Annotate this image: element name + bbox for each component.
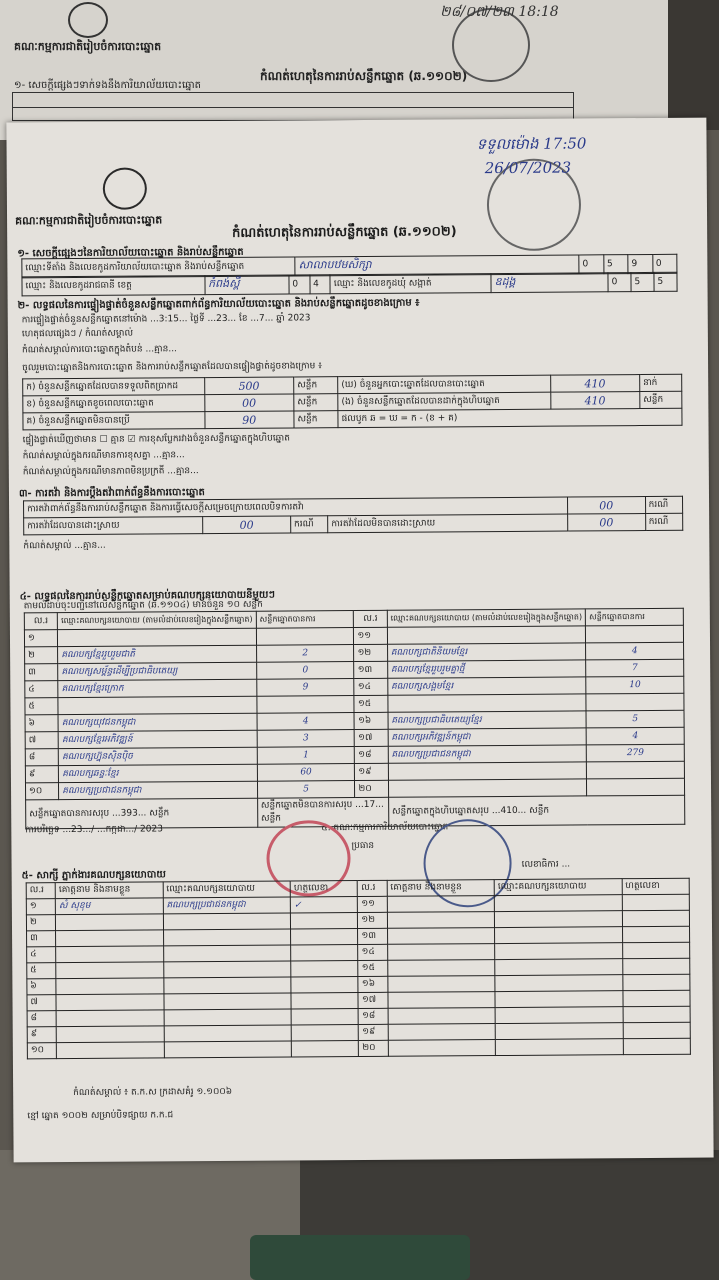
s3-unit: ករណី — [290, 516, 328, 533]
w-col: ល.រ — [26, 883, 55, 899]
w-name: សំ សុខុម — [55, 898, 163, 915]
row2-value: កំពង់ស្ពឺ — [205, 275, 289, 295]
s2-label: ខ) ចំនួនសន្លឹកឆ្នោតខូចពេលបោះឆ្នោត — [23, 395, 205, 413]
received-time: ទទួលម៉ោង 17:50 — [476, 134, 587, 154]
code-cell: 5 — [603, 255, 628, 274]
row-no: ២ — [25, 647, 58, 664]
row-no: ១៤ — [354, 678, 387, 695]
s3-value: 00 — [203, 516, 291, 534]
footer-bottom: ខ្មៅ ឆ្នោត ១០០២ សម្រាប់បិទផ្សាយ ក.ក.ជ — [27, 1110, 174, 1122]
col-party: ឈ្មោះគណបក្សនយោបាយ (តាមលំដាប់លេខរៀងក្នុងសន្លឹកឆ្នោត) — [387, 609, 586, 627]
signer-label: ៤. គណៈកម្មការការិយាល័យបោះឆ្នោត — [321, 822, 449, 834]
row-no: ២០ — [355, 780, 388, 797]
s3-label2: ការតវ៉ាដែលមិនបានដោះស្រាយ — [328, 514, 568, 533]
witness-table — [26, 878, 691, 1060]
s3-value2: 00 — [567, 514, 645, 532]
section2-line7: កំណត់សម្គាល់ក្នុងករណីមានភាពមិនប្រក្រតី ...គ្មាន... — [22, 466, 199, 478]
party-name: គណបក្សខ្មែរអភិវឌ្ឍន៍ — [58, 730, 257, 748]
w-col: ហត្ថលេខា — [622, 878, 689, 894]
row-no: ១៣ — [354, 661, 387, 678]
row-no: ៥ — [25, 698, 58, 715]
back-handwritten: ២៨/០៧/២៣ 18:18 — [440, 4, 559, 20]
party-name: គណបក្សយុវជនកម្ពុជា — [58, 713, 257, 731]
row1-value: សាលាបឋមសិក្សា — [295, 255, 579, 276]
total-valid: សន្លឹកឆ្នោតបានការសរុប ...393... សន្លឹក — [26, 798, 258, 829]
s2-value: 00 — [204, 394, 293, 412]
w-no: ៥ — [27, 963, 56, 979]
w-col: ហត្ថលេខា — [290, 881, 357, 897]
party-votes — [256, 628, 354, 646]
s2-label2: (ង) ចំនួនសន្លឹកឆ្នោតដែលបានដាក់ក្នុងហិបឆ្នោត — [338, 392, 551, 410]
w-no: ៦ — [27, 979, 56, 995]
received-date: 26/07/2023 — [484, 158, 572, 178]
party-votes: 0 — [256, 662, 354, 680]
party-name: គណបក្សអភិវឌ្ឍន៍កម្ពុជា — [388, 728, 587, 746]
party-votes — [587, 778, 685, 796]
code-cell: 0 — [608, 273, 631, 292]
code-cell: 5 — [654, 272, 677, 291]
emblem-icon — [103, 167, 147, 209]
date-line: ការបរិច្ឆេទ ...23.../ ...កក្កដា.../ 2023 — [25, 824, 163, 836]
code-cell: 5 — [631, 272, 654, 291]
w-no: ១០ — [27, 1043, 56, 1059]
party-name — [388, 779, 587, 797]
form-title: កំណត់ហេតុនៃការរាប់សន្លឹកឆ្នោត (ឆ.១១០២) — [232, 224, 457, 241]
party-name: គណបក្សប្រជាធិបតេយ្យខ្មែរ — [388, 711, 587, 729]
s3-label: ការតវ៉ាដែលបានដោះស្រាយ — [24, 517, 203, 535]
col-party: ឈ្មោះគណបក្សនយោបាយ (តាមលំដាប់លេខរៀងក្នុងសន្លឹកឆ្នោត) — [58, 611, 257, 629]
total-invalid: សន្លឹកឆ្នោតមិនបានការសរុប ...17... សន្លឹក — [257, 797, 388, 827]
code-cell: 4 — [310, 275, 331, 294]
section1-heading: ១- សេចក្តីផ្សេងៗនៃការិយាល័យបោះឆ្នោត និងរាប់សន្លឹកឆ្នោត — [17, 246, 244, 260]
row-no: ១ — [24, 630, 57, 647]
code-cell: 0 — [289, 275, 310, 294]
party-name: គណបក្សសម្ព័ន្ធដើម្បីប្រជាធិបតេយ្យ — [58, 662, 257, 680]
code-cell: 0 — [652, 254, 677, 273]
party-votes: 1 — [257, 747, 355, 765]
row2-label: ឈ្មោះ និងលេខកូដរាជធានី ខេត្ត — [22, 276, 205, 296]
party-name — [387, 626, 586, 644]
section2-table — [22, 374, 682, 431]
s2-unit2: នាក់ — [640, 374, 682, 391]
party-name — [388, 762, 587, 780]
row-no: ៣ — [25, 664, 58, 681]
emblem-icon — [68, 2, 108, 38]
section4-subheading: តាមលំដាប់ចុះបញ្ជីនៅលើសន្លឹកឆ្នោត (ឆ.១១០៤) មានចំនួន ១០ សន្លឹក — [23, 599, 263, 612]
w-col: ល.រ — [358, 880, 387, 896]
party-name: គណបក្សសង្គមខ្មែរ — [388, 677, 587, 695]
section3-table — [23, 496, 683, 536]
w-no: ៨ — [27, 1011, 56, 1027]
section3-heading: ៣- ការតវ៉ា និងការប្តឹងតវ៉ាពាក់ព័ន្ធនឹងការបោះឆ្នោត — [18, 487, 205, 500]
w-no: ១៩ — [359, 1024, 388, 1040]
s2-formula: ផលបូក ឆ = ឃ = ក - (ខ + គ) — [338, 408, 682, 427]
row-no: ១៩ — [355, 763, 388, 780]
org-name: គណៈកម្មការជាតិរៀបចំការបោះឆ្នោត — [15, 213, 163, 228]
row2-label2: ឈ្មោះ និងលេខកូដឃុំ សង្កាត់ — [330, 274, 491, 294]
s2-unit: សន្លឹក — [294, 411, 338, 428]
s2-unit: សន្លឹក — [294, 394, 338, 411]
w-no: ១២ — [358, 912, 387, 928]
footer-note: កំណត់សម្គាល់ ៖ ត.ក.ស ក្រដាសគំរូ ១.១០០៦ — [73, 1086, 233, 1099]
party-name: គណបក្សប្រជាជនកម្ពុជា — [59, 781, 258, 799]
party-name — [388, 694, 587, 712]
section5-heading: ៥- សាក្សី ភ្នាក់ងារគណបក្សនយោបាយ — [21, 869, 166, 882]
w-no: ១៥ — [358, 960, 387, 976]
row-no: ៨ — [25, 749, 58, 766]
section2-line6: កំណត់សម្គាល់ក្នុងករណីមានការខុសគ្នា ...គ្មាន... — [22, 450, 185, 462]
w-no: ៣ — [27, 931, 56, 947]
table-row — [27, 1038, 690, 1059]
party-votes: 2 — [256, 645, 354, 663]
w-no: ១៨ — [359, 1008, 388, 1024]
back-org: គណៈកម្មការជាតិរៀបចំការបោះឆ្នោត — [14, 40, 162, 53]
w-no: ២០ — [359, 1040, 388, 1056]
w-no: ១៦ — [358, 976, 387, 992]
party-votes — [586, 693, 684, 711]
section2-line4: ចូលរួមបោះឆ្នោតនិងការបោះឆ្នោត និងការរាប់សន្លឹកឆ្នោតដែលបានផ្ទៀងផ្ទាត់ដូចខាងក្រោម ៖ — [22, 361, 323, 374]
back-section: ១- សេចក្តីផ្សេងៗទាក់ទងនឹងការិយាល័យបោះឆ្នោត — [14, 80, 202, 91]
row2-value2: ឧដុង្គ — [491, 273, 608, 293]
w-no: ៧ — [27, 995, 56, 1011]
party-votes: 279 — [586, 744, 684, 762]
row-no: ១១ — [354, 627, 387, 644]
party-name: គណបក្សហ្វ៊ុនស៊ិនប៉ិច — [59, 747, 258, 765]
w-no: ១១ — [358, 896, 387, 912]
row-no: ១៨ — [355, 746, 388, 763]
party-votes: 5 — [586, 710, 684, 728]
row-no: ៦ — [25, 715, 58, 732]
party-votes: 60 — [257, 764, 355, 782]
col-no: ល.រ — [354, 610, 387, 627]
w-col: ឈ្មោះគណបក្សនយោបាយ — [163, 881, 291, 898]
party-name: គណបក្សខ្មែរក្រោក — [58, 679, 257, 697]
section2-line2: ហេតុផលផ្សេងៗ / កំណត់សម្គាល់ — [21, 328, 134, 340]
col-no: ល.រ — [24, 613, 57, 630]
w-sig: ✓ — [290, 897, 357, 913]
row-no: ៤ — [25, 681, 58, 698]
party-votes — [587, 761, 685, 779]
party-votes: 10 — [586, 676, 684, 694]
s2-value2: 410 — [550, 375, 639, 393]
code-cell: 9 — [628, 254, 653, 273]
party-votes: 4 — [586, 727, 684, 745]
section3-note: កំណត់សម្គាល់ ...គ្មាន... — [23, 540, 106, 552]
party-votes: 4 — [586, 642, 684, 660]
party-name: គណបក្សជាតិនិយមខ្មែរ — [387, 643, 586, 661]
form-sheet — [6, 118, 713, 1163]
party-name: គណបក្សប្រជាជនកម្ពុជា — [388, 745, 587, 763]
row-no: ១០ — [25, 783, 58, 800]
section2-line1: ការផ្ទៀងផ្ទាត់ចំនួនសន្លឹកឆ្នោតនៅម៉ោង ...3:15... ថ្ងៃទី ...23... ខែ ...7... ឆ្នាំ 2023 — [21, 313, 311, 326]
s2-label: ក) ចំនួនសន្លឹកឆ្នោតដែលបានទទួលពិតប្រាកដ — [23, 378, 205, 396]
row-no: ៧ — [25, 732, 58, 749]
party-name — [58, 696, 257, 714]
party-name: គណបក្សខ្មែររួបរួមជាតិ — [58, 645, 257, 663]
w-no: ១ — [26, 899, 55, 915]
s3-label: ការតវ៉ាពាក់ព័ន្ធនឹងការរាប់សន្លឹកឆ្នោត និងការធ្វើសេចក្តីសម្រេចក្រោយពេលបិទការតវ៉ា — [24, 497, 568, 518]
row-no: ១៥ — [354, 695, 387, 712]
party-votes — [257, 696, 355, 714]
s2-value2: 410 — [550, 392, 639, 410]
section2-line5: ផ្ទៀងផ្ទាត់ឃើញថាមាន ☐ គ្មាន ☑ ការខុសប្លែករវាងចំនួនសន្លឹកឆ្នោតក្នុងហិបឆ្នោត — [22, 433, 290, 446]
s2-label: គ) ចំនួនសន្លឹកឆ្នោតមិនបានប្រើ — [23, 412, 205, 430]
party-votes: 9 — [257, 679, 355, 697]
s2-unit: សន្លឹក — [294, 377, 338, 394]
row-no: ៩ — [25, 766, 58, 783]
section4-heading: ៤- លទ្ធផលនៃការរាប់សន្លឹកឆ្នោតសម្រាប់គណបក្សនយោបាយនីមួយៗ — [19, 589, 276, 603]
party-votes: 5 — [257, 781, 355, 799]
party-votes: 7 — [586, 659, 684, 677]
results-table — [24, 608, 685, 830]
party-name: គណបក្សឆន្ទៈខ្មែរ — [59, 764, 258, 782]
party-votes: 3 — [257, 730, 355, 748]
s2-unit2: សន្លឹក — [640, 391, 682, 408]
col-votes: សន្លឹកឆ្នោតបានការ — [256, 611, 354, 629]
s3-value: 00 — [567, 497, 645, 515]
w-no: ១៧ — [358, 992, 387, 1008]
secretary-label: លេខាធិការ ... — [521, 859, 571, 870]
section2-heading: ២- លទ្ធផលនៃការផ្ទៀងផ្ទាត់ចំនួនសន្លឹកឆ្នោតពាក់ព័ន្ធការិយាល័យបោះឆ្នោត និងរាប់សន្លឹកឆ្នោតដូចខាងក្រោម ៖ — [17, 297, 420, 312]
row-no: ១២ — [354, 644, 387, 661]
party-votes — [586, 625, 684, 643]
total-box: សន្លឹកឆ្នោតក្នុងហិបឆ្នោតសរុប ...410... សន្លឹក — [388, 795, 684, 826]
s2-value: 90 — [205, 411, 294, 429]
s3-unit2: ករណី — [645, 513, 683, 530]
party-name: គណបក្សខ្មែររួបរួមគ្នាថ្មី — [387, 660, 586, 678]
w-no: ១៤ — [358, 944, 387, 960]
row-no: ១៧ — [355, 729, 388, 746]
row1-label: ឈ្មោះទីតាំង និងលេខកូដការិយាល័យបោះឆ្នោត និងរាប់សន្លឹកឆ្នោត — [22, 257, 295, 278]
w-no: ១៣ — [358, 928, 387, 944]
s2-label2: (ឃ) ចំនួនអ្នកបោះឆ្នោតដែលបានបោះឆ្នោត — [338, 375, 551, 393]
party-name — [58, 628, 257, 646]
w-party: គណបក្សប្រជាជនកម្ពុជា — [163, 897, 291, 914]
back-title: កំណត់ហេតុនៃការរាប់សន្លឹកឆ្នោត (ឆ.១១០២) — [260, 69, 468, 83]
w-col: គោត្តនាម និងនាមខ្លួន — [387, 880, 495, 897]
w-no: ៩ — [27, 1027, 56, 1043]
col-votes: សន្លឹកឆ្នោតបានការ — [586, 608, 684, 626]
code-cell: 0 — [579, 255, 604, 274]
w-no: ២ — [26, 915, 55, 931]
background-object — [250, 1235, 470, 1280]
row-no: ១៦ — [354, 712, 387, 729]
section2-line3: កំណត់សម្គាល់ការបោះឆ្នោតក្នុងតំបន់ ...គ្មាន... — [21, 344, 177, 356]
s2-value: 500 — [204, 377, 293, 395]
s3-unit: ករណី — [645, 496, 683, 513]
w-col: គោត្តនាម និងនាមខ្លួន — [55, 882, 163, 899]
w-col: ឈ្មោះគណបក្សនយោបាយ — [494, 879, 622, 896]
chair-label: ប្រធាន — [351, 840, 375, 852]
party-votes: 4 — [257, 713, 355, 731]
w-no: ៤ — [27, 947, 56, 963]
section1-table-row2 — [21, 272, 677, 297]
